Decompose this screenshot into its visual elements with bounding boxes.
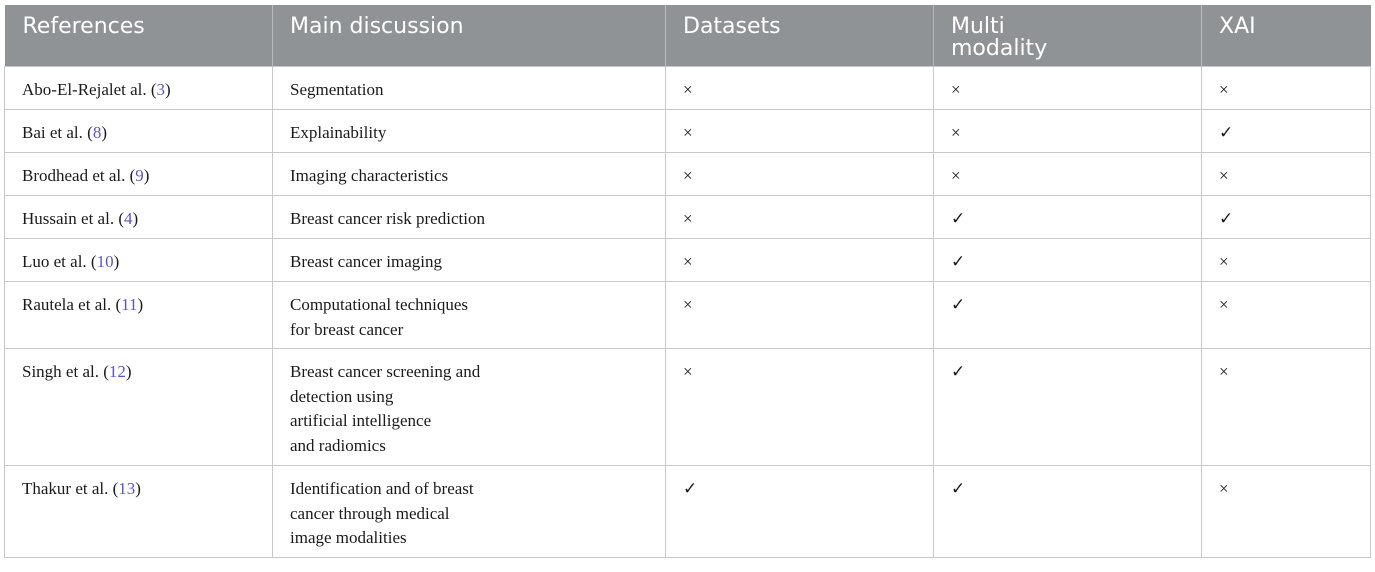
author-text: Bai et al. (	[22, 123, 93, 142]
citation-link[interactable]: 13	[118, 479, 136, 498]
discussion-line: Identification and of breast	[290, 479, 474, 498]
reference-cell	[5, 196, 273, 239]
header-datasets: Datasets	[666, 5, 934, 67]
author-text: Hussain et al. (	[22, 209, 124, 228]
header-multi-line1: Multi	[951, 14, 1005, 39]
xai-cell: ×	[1202, 239, 1371, 282]
discussion-line: Explainability	[290, 123, 387, 142]
multi-modality-cell: ×	[934, 153, 1202, 196]
discussion-line: artificial intelligence	[290, 411, 432, 430]
multi-modality-cell: ✓	[934, 196, 1202, 239]
table-row	[5, 282, 1371, 349]
xai-cell: ×	[1202, 282, 1371, 349]
discussion-cell	[273, 67, 666, 110]
close-paren: )	[132, 209, 139, 228]
multi-modality-cell: ✓	[934, 282, 1202, 349]
header-multi-modality	[934, 5, 1202, 67]
header-main-discussion: Main discussion	[273, 5, 666, 67]
multi-modality-cell: ✓	[934, 349, 1202, 466]
table-row	[5, 239, 1371, 282]
close-paren: )	[113, 252, 120, 271]
discussion-cell	[273, 153, 666, 196]
datasets-cell: ×	[666, 153, 934, 196]
xai-cell: ×	[1202, 466, 1371, 558]
citation-link[interactable]: 8	[92, 123, 102, 142]
citation-link[interactable]: 12	[108, 362, 126, 381]
discussion-cell	[273, 239, 666, 282]
table-row	[5, 110, 1371, 153]
header-multi-line2: modality	[951, 36, 1048, 61]
comparison-table-container	[4, 5, 1371, 558]
table-row	[5, 196, 1371, 239]
multi-modality-cell: ×	[934, 110, 1202, 153]
citation-link[interactable]: 9	[135, 166, 144, 185]
comparison-table	[4, 5, 1371, 558]
datasets-cell: ×	[666, 282, 934, 349]
multi-modality-cell: ×	[934, 67, 1202, 110]
citation-link[interactable]: 4	[123, 209, 133, 228]
reference-cell	[5, 239, 273, 282]
author-text: Thakur et al. (	[22, 479, 119, 498]
author-text: Rautela et al. (	[22, 295, 122, 314]
author-text: Brodhead et al. (	[22, 166, 136, 185]
discussion-cell	[273, 349, 666, 466]
discussion-line: Breast cancer imaging	[290, 252, 442, 271]
reference-cell	[5, 67, 273, 110]
table-row	[5, 466, 1371, 558]
discussion-cell	[273, 110, 666, 153]
close-paren: )	[125, 362, 132, 381]
header-references: References	[5, 5, 273, 67]
xai-cell: ✓	[1202, 196, 1371, 239]
discussion-line: detection using	[290, 386, 394, 406]
discussion-line: Breast cancer risk prediction	[290, 209, 485, 228]
xai-cell: ×	[1202, 153, 1371, 196]
table-row	[5, 349, 1371, 466]
close-paren: )	[165, 80, 171, 99]
reference-cell	[5, 282, 273, 349]
discussion-cell	[273, 466, 666, 558]
close-paren: )	[137, 295, 144, 314]
citation-link[interactable]: 3	[156, 80, 166, 99]
discussion-cell	[273, 282, 666, 349]
datasets-cell: ×	[666, 110, 934, 153]
discussion-line: and radiomics	[290, 435, 386, 455]
datasets-cell: ×	[666, 67, 934, 110]
datasets-cell: ×	[666, 349, 934, 466]
citation-link[interactable]: 11	[121, 295, 138, 314]
discussion-line: Computational techniques	[290, 295, 468, 314]
discussion-line: Segmentation	[290, 80, 384, 99]
discussion-line: Breast cancer screening and	[290, 362, 481, 381]
close-paren: )	[101, 123, 107, 142]
reference-cell	[5, 153, 273, 196]
multi-modality-cell: ✓	[934, 239, 1202, 282]
close-paren: )	[143, 166, 150, 185]
discussion-line: for breast cancer	[290, 319, 404, 339]
reference-cell	[5, 466, 273, 558]
xai-cell: ×	[1202, 67, 1371, 110]
header-xai: XAI	[1202, 5, 1371, 67]
discussion-cell	[273, 196, 666, 239]
author-text: Luo et al. (	[22, 252, 97, 271]
datasets-cell: ×	[666, 239, 934, 282]
citation-link[interactable]: 10	[96, 252, 114, 271]
datasets-cell: ✓	[666, 466, 934, 558]
reference-cell	[5, 349, 273, 466]
table-header-row	[5, 5, 1371, 67]
discussion-line: cancer through medical	[290, 503, 450, 523]
reference-cell	[5, 110, 273, 153]
table-row	[5, 153, 1371, 196]
discussion-line: image modalities	[290, 528, 407, 547]
table-row	[5, 67, 1371, 110]
datasets-cell: ×	[666, 196, 934, 239]
xai-cell: ✓	[1202, 110, 1371, 153]
multi-modality-cell: ✓	[934, 466, 1202, 558]
author-text: Singh et al. (	[22, 362, 109, 381]
xai-cell: ×	[1202, 349, 1371, 466]
discussion-line: Imaging characteristics	[290, 166, 449, 185]
author-text: Abo-El-Rejalet al. (	[22, 80, 157, 99]
close-paren: )	[135, 479, 141, 498]
